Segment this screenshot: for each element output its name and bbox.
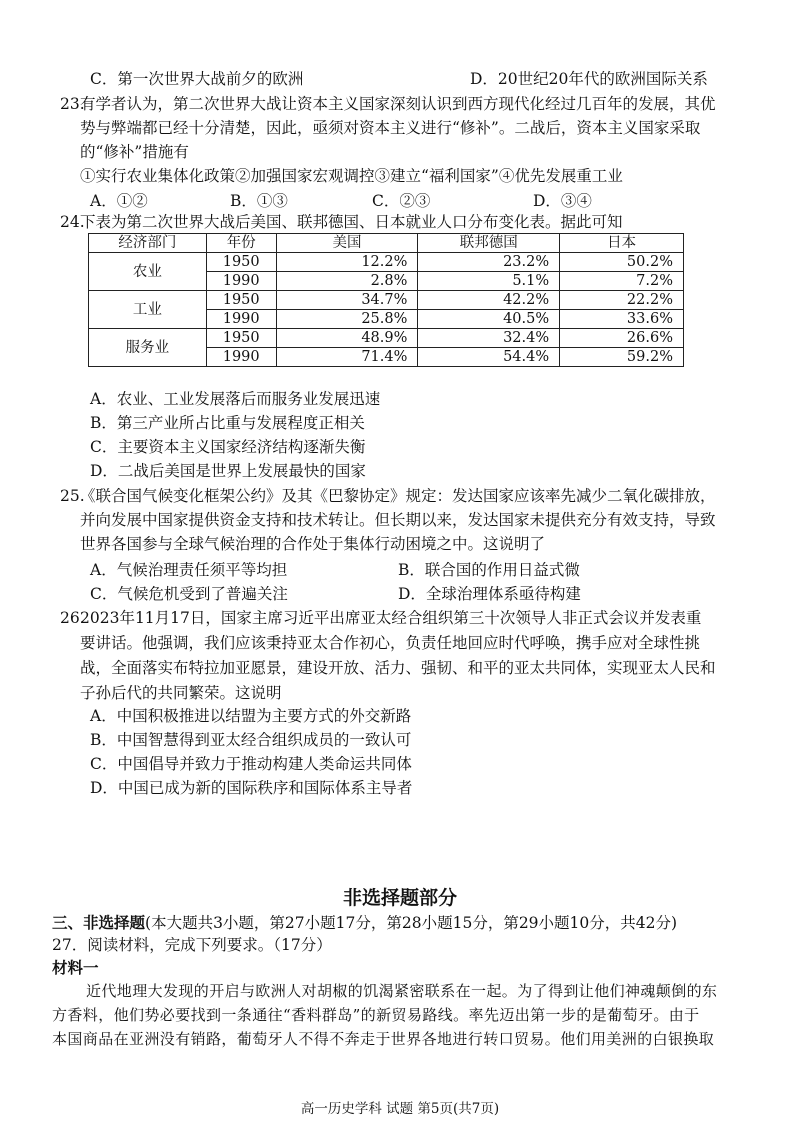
table-header-row bbox=[89, 234, 684, 253]
q24-option-b: B．第三产业所占比重与发展程度正相关 bbox=[90, 414, 365, 432]
section-heading-label: 三、非选择题 bbox=[52, 914, 146, 932]
q25-number: 25. bbox=[60, 487, 85, 505]
value-cell: 40.5% bbox=[418, 310, 560, 329]
q25-stem-line-2: 并向发展中国家提供资金支持和技术转让。但长期以来，发达国家未提供充分有效支持，导致 bbox=[80, 511, 716, 529]
q23-option-b: B．①③ bbox=[230, 192, 288, 210]
header-west-germany: 联邦德国 bbox=[418, 234, 560, 253]
q24-option-a: A．农业、工业发展落后而服务业发展迅速 bbox=[90, 390, 381, 408]
value-cell: 23.2% bbox=[418, 253, 560, 272]
q26-option-b: B．中国智慧得到亚太经合组织成员的一致认可 bbox=[90, 731, 412, 749]
value-cell: 5.1% bbox=[418, 272, 560, 291]
q25-option-b: B．联合国的作用日益式微 bbox=[398, 561, 580, 579]
material-line-2: 方香料，他们势必要找到一条通往“香料群岛”的新贸易路线。率先迈出第一步的是葡萄牙。由于 bbox=[52, 1006, 700, 1024]
q25-stem-line-3: 世界各国参与全球气候治理的合作处于集体行动困境之中。这说明了 bbox=[80, 535, 546, 553]
sector-agriculture: 农业 bbox=[89, 253, 207, 291]
value-cell: 42.2% bbox=[418, 291, 560, 310]
year-cell: 1990 bbox=[206, 272, 276, 291]
q22-option-c: C．第一次世界大战前夕的欧洲 bbox=[90, 70, 304, 88]
header-usa: 美国 bbox=[276, 234, 418, 253]
q24-option-c: C．主要资本主义国家经济结构逐渐失衡 bbox=[90, 438, 366, 456]
material-line-3: 本国商品在亚洲没有销路，葡萄牙人不得不奔走于世界各地进行转口贸易。他们用美洲的白银换取 bbox=[52, 1030, 715, 1048]
q23-option-c: C．②③ bbox=[372, 192, 431, 210]
q26-number: 26. bbox=[60, 609, 85, 627]
q26-stem-line-3: 战，全面落实布特拉加亚愿景，建设开放、活力、强韧、和平的亚太共同体，实现亚太人民和 bbox=[80, 659, 716, 677]
q25-option-d: D．全球治理体系亟待构建 bbox=[398, 585, 581, 603]
q22-option-d: D．20世纪20年代的欧洲国际关系 bbox=[470, 70, 708, 88]
year-cell: 1990 bbox=[206, 348, 276, 367]
table-row bbox=[89, 253, 684, 272]
q23-option-a: A．①② bbox=[90, 192, 148, 210]
q26-stem-line-2: 要讲话。他强调，我们应该秉持亚太合作初心，负责任地回应时代呼唤，携手应对全球性挑 bbox=[80, 634, 701, 652]
value-cell: 32.4% bbox=[418, 329, 560, 348]
q24-stem: 下表为第二次世界大战后美国、联邦德国、日本就业人口分布变化表。据此可知 bbox=[80, 213, 623, 231]
q25-option-c: C．气候危机受到了普遍关注 bbox=[90, 585, 288, 603]
q23-option-d: D．③④ bbox=[533, 192, 592, 210]
q26-stem-line-1: 2023年11月17日，国家主席习近平出席亚太经合组织第三十次领导人非正式会议并发表重 bbox=[80, 609, 702, 627]
q25-option-a: A．气候治理责任须平等均担 bbox=[90, 561, 288, 579]
q24-option-d: D．二战后美国是世界上发展最快的国家 bbox=[90, 462, 366, 480]
value-cell: 50.2% bbox=[560, 253, 684, 272]
q27-intro: 27．阅读材料，完成下列要求。（17分） bbox=[52, 936, 332, 954]
section-heading-detail: (本大题共3小题，第27小题17分，第28小题15分，第29小题10分，共42分) bbox=[145, 914, 678, 932]
q26-option-c: C．中国倡导并致力于推动构建人类命运共同体 bbox=[90, 755, 412, 773]
q26-option-a: A．中国积极推进以结盟为主要方式的外交新路 bbox=[90, 707, 412, 725]
value-cell: 22.2% bbox=[560, 291, 684, 310]
section-title: 非选择题部分 bbox=[342, 887, 457, 909]
q26-option-d: D．中国已成为新的国际秩序和国际体系主导者 bbox=[90, 779, 413, 797]
q25-stem-line-1: 《联合国气候变化框架公约》及其《巴黎协定》规定：发达国家应该率先减少二氧化碳排放， bbox=[80, 487, 716, 505]
value-cell: 26.6% bbox=[560, 329, 684, 348]
value-cell: 2.8% bbox=[276, 272, 418, 291]
header-year: 年份 bbox=[206, 234, 276, 253]
page-footer: 高一历史学科 试题 第5页(共7页) bbox=[300, 1101, 500, 1117]
year-cell: 1950 bbox=[206, 291, 276, 310]
q23-stem-line-1: 有学者认为，第二次世界大战让资本主义国家深刻认识到西方现代化经过几百年的发展，其优 bbox=[80, 95, 716, 113]
q23-stem-line-4: ①实行农业集体化政策②加强国家宏观调控③建立“福利国家”④优先发展重工业 bbox=[80, 167, 623, 185]
sector-industry: 工业 bbox=[89, 291, 207, 329]
table-row bbox=[89, 291, 684, 310]
value-cell: 33.6% bbox=[560, 310, 684, 329]
value-cell: 48.9% bbox=[276, 329, 418, 348]
value-cell: 71.4% bbox=[276, 348, 418, 367]
year-cell: 1990 bbox=[206, 310, 276, 329]
q26-stem-line-4: 子孙后代的共同繁荣。这说明 bbox=[80, 684, 282, 702]
value-cell: 34.7% bbox=[276, 291, 418, 310]
header-japan: 日本 bbox=[560, 234, 684, 253]
value-cell: 59.2% bbox=[560, 348, 684, 367]
material-1-label: 材料一 bbox=[52, 959, 99, 977]
value-cell: 25.8% bbox=[276, 310, 418, 329]
table-row bbox=[89, 329, 684, 348]
q23-stem-line-2: 势与弊端都已经十分清楚，因此，亟须对资本主义进行“修补”。二战后，资本主义国家采取 bbox=[80, 119, 701, 137]
sector-services: 服务业 bbox=[89, 329, 207, 367]
year-cell: 1950 bbox=[206, 253, 276, 272]
q23-number: 23. bbox=[60, 95, 85, 113]
value-cell: 7.2% bbox=[560, 272, 684, 291]
value-cell: 54.4% bbox=[418, 348, 560, 367]
material-line-1: 近代地理大发现的开启与欧洲人对胡椒的饥渴紧密联系在一起。为了得到让他们神魂颠倒的东 bbox=[86, 982, 718, 1000]
section-heading bbox=[52, 911, 677, 933]
value-cell: 12.2% bbox=[276, 253, 418, 272]
q24-number: 24. bbox=[60, 213, 85, 231]
q23-stem-line-3: 的“修补”措施有 bbox=[80, 143, 189, 161]
year-cell: 1950 bbox=[206, 329, 276, 348]
header-sector: 经济部门 bbox=[89, 234, 207, 253]
employment-table bbox=[88, 233, 684, 367]
